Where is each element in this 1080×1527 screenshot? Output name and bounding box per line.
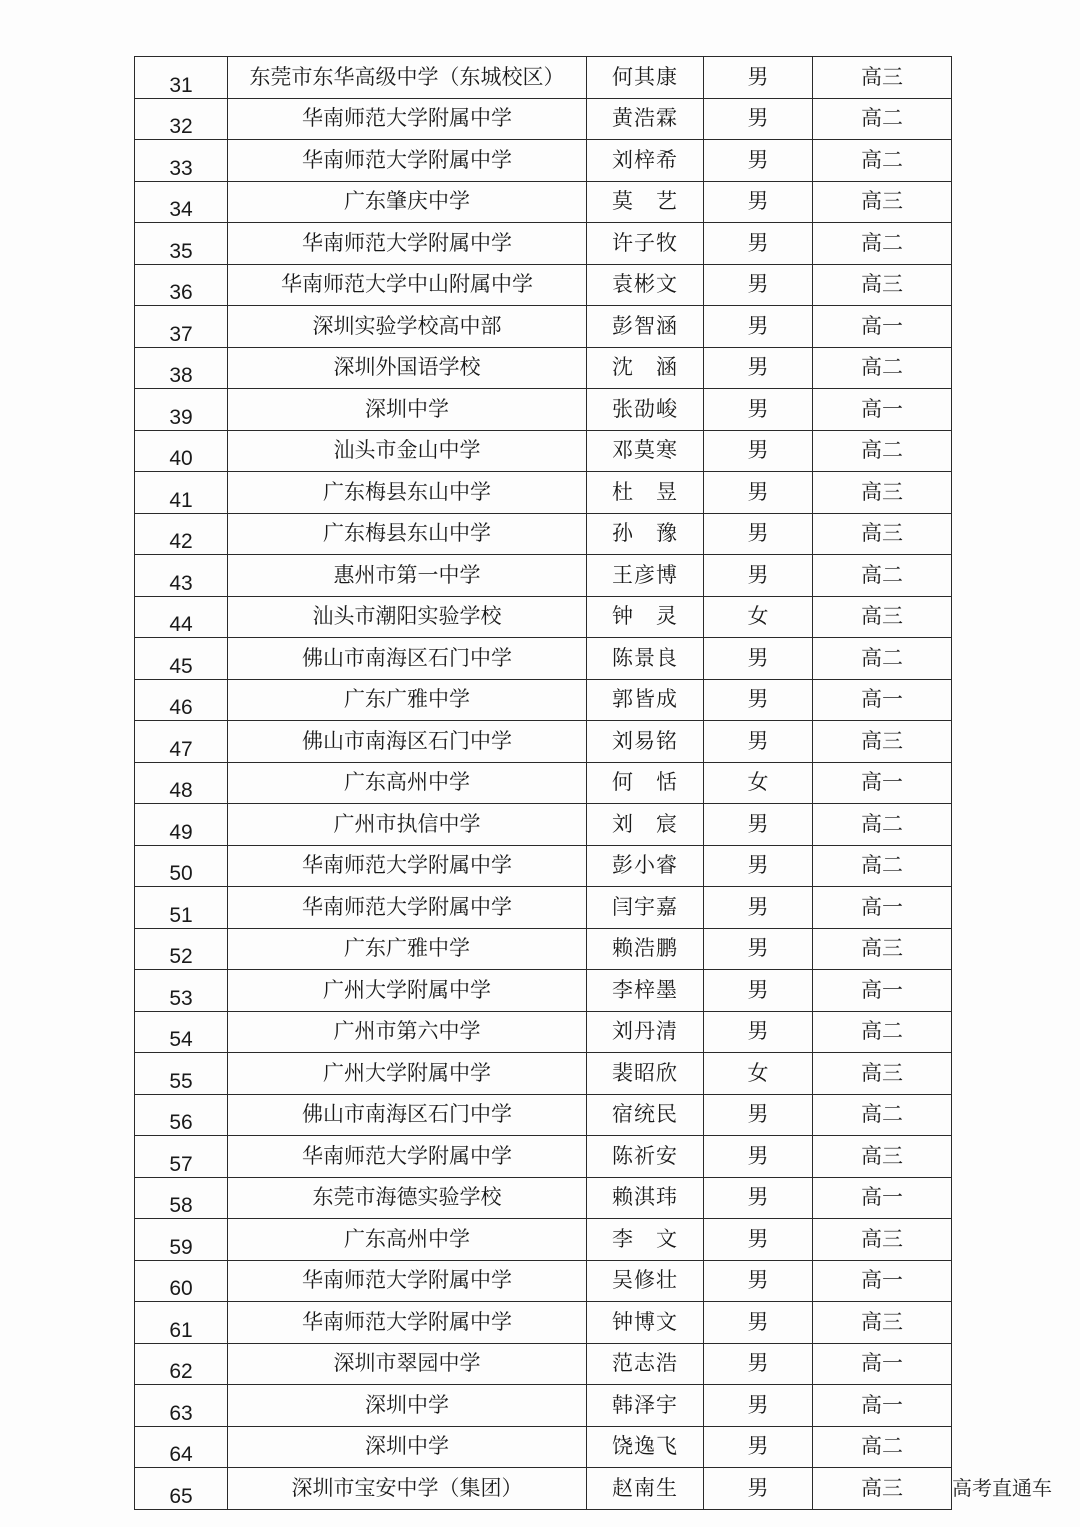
row-number-cell: 50 xyxy=(135,845,228,887)
student-gender-cell: 男 xyxy=(704,306,813,348)
student-name-cell: 闫宇嘉 xyxy=(587,887,704,929)
student-grade-cell: 高二 xyxy=(813,223,952,265)
school-name-cell: 深圳外国语学校 xyxy=(228,347,587,389)
table-row xyxy=(135,140,952,182)
student-gender-cell: 男 xyxy=(704,1468,813,1510)
student-gender-cell: 男 xyxy=(704,472,813,514)
school-name-cell: 深圳中学 xyxy=(228,1426,587,1468)
row-number-cell: 49 xyxy=(135,804,228,846)
student-name-cell: 王彦博 xyxy=(587,555,704,597)
student-gender-cell: 男 xyxy=(704,970,813,1012)
student-grade-cell: 高二 xyxy=(813,347,952,389)
student-grade-cell: 高一 xyxy=(813,389,952,431)
student-name-cell: 宿统民 xyxy=(587,1094,704,1136)
student-gender-cell: 男 xyxy=(704,1219,813,1261)
student-name-cell: 彭智涵 xyxy=(587,306,704,348)
table-row xyxy=(135,1426,952,1468)
row-number-cell: 32 xyxy=(135,98,228,140)
student-roster-table xyxy=(134,56,952,1510)
table-row xyxy=(135,1302,952,1344)
student-gender-cell: 男 xyxy=(704,804,813,846)
student-gender-cell: 男 xyxy=(704,513,813,555)
row-number-cell: 39 xyxy=(135,389,228,431)
student-name-cell: 赖浩鹏 xyxy=(587,928,704,970)
student-name-cell: 吴修壮 xyxy=(587,1260,704,1302)
student-grade-cell: 高三 xyxy=(813,928,952,970)
table-row xyxy=(135,1385,952,1427)
table-row xyxy=(135,970,952,1012)
student-name-cell: 张劭峻 xyxy=(587,389,704,431)
school-name-cell: 佛山市南海区石门中学 xyxy=(228,721,587,763)
school-name-cell: 惠州市第一中学 xyxy=(228,555,587,597)
school-name-cell: 广州市第六中学 xyxy=(228,1011,587,1053)
student-gender-cell: 男 xyxy=(704,1177,813,1219)
student-name-cell: 彭小睿 xyxy=(587,845,704,887)
school-name-cell: 广州市执信中学 xyxy=(228,804,587,846)
student-name-cell: 孙 豫 xyxy=(587,513,704,555)
row-number-cell: 63 xyxy=(135,1385,228,1427)
student-grade-cell: 高二 xyxy=(813,638,952,680)
student-gender-cell: 男 xyxy=(704,181,813,223)
school-name-cell: 华南师范大学附属中学 xyxy=(228,1302,587,1344)
student-grade-cell: 高二 xyxy=(813,1011,952,1053)
table-row xyxy=(135,57,952,99)
row-number-cell: 54 xyxy=(135,1011,228,1053)
school-name-cell: 广东广雅中学 xyxy=(228,679,587,721)
student-gender-cell: 男 xyxy=(704,1302,813,1344)
school-name-cell: 广州大学附属中学 xyxy=(228,970,587,1012)
student-name-cell: 袁彬文 xyxy=(587,264,704,306)
table-row xyxy=(135,928,952,970)
table-row xyxy=(135,555,952,597)
row-number-cell: 56 xyxy=(135,1094,228,1136)
table-row xyxy=(135,347,952,389)
table-row xyxy=(135,762,952,804)
school-name-cell: 深圳中学 xyxy=(228,1385,587,1427)
student-gender-cell: 男 xyxy=(704,1426,813,1468)
student-name-cell: 赵南生 xyxy=(587,1468,704,1510)
row-number-cell: 64 xyxy=(135,1426,228,1468)
student-name-cell: 李 文 xyxy=(587,1219,704,1261)
student-grade-cell: 高一 xyxy=(813,762,952,804)
student-name-cell: 钟 灵 xyxy=(587,596,704,638)
student-grade-cell: 高二 xyxy=(813,140,952,182)
table-row xyxy=(135,264,952,306)
school-name-cell: 华南师范大学附属中学 xyxy=(228,1260,587,1302)
student-gender-cell: 男 xyxy=(704,845,813,887)
student-gender-cell: 男 xyxy=(704,140,813,182)
student-name-cell: 李梓墨 xyxy=(587,970,704,1012)
table-row xyxy=(135,887,952,929)
table-row xyxy=(135,1343,952,1385)
student-gender-cell: 男 xyxy=(704,638,813,680)
school-name-cell: 广东梅县东山中学 xyxy=(228,513,587,555)
student-grade-cell: 高三 xyxy=(813,264,952,306)
student-gender-cell: 男 xyxy=(704,721,813,763)
student-name-cell: 陈祈安 xyxy=(587,1136,704,1178)
school-name-cell: 深圳中学 xyxy=(228,389,587,431)
student-grade-cell: 高三 xyxy=(813,1302,952,1344)
school-name-cell: 深圳市宝安中学（集团） xyxy=(228,1468,587,1510)
student-name-cell: 陈景良 xyxy=(587,638,704,680)
student-gender-cell: 男 xyxy=(704,887,813,929)
school-name-cell: 东莞市海德实验学校 xyxy=(228,1177,587,1219)
student-name-cell: 钟博文 xyxy=(587,1302,704,1344)
row-number-cell: 53 xyxy=(135,970,228,1012)
student-gender-cell: 男 xyxy=(704,98,813,140)
table-row xyxy=(135,1136,952,1178)
student-grade-cell: 高一 xyxy=(813,1343,952,1385)
student-gender-cell: 男 xyxy=(704,223,813,265)
student-gender-cell: 男 xyxy=(704,1260,813,1302)
row-number-cell: 41 xyxy=(135,472,228,514)
student-gender-cell: 男 xyxy=(704,1343,813,1385)
row-number-cell: 35 xyxy=(135,223,228,265)
student-grade-cell: 高三 xyxy=(813,1468,952,1510)
table-row xyxy=(135,306,952,348)
student-grade-cell: 高一 xyxy=(813,970,952,1012)
student-name-cell: 杜 昱 xyxy=(587,472,704,514)
row-number-cell: 58 xyxy=(135,1177,228,1219)
table-row xyxy=(135,1177,952,1219)
school-name-cell: 汕头市潮阳实验学校 xyxy=(228,596,587,638)
student-name-cell: 裴昭欣 xyxy=(587,1053,704,1095)
student-name-cell: 刘易铭 xyxy=(587,721,704,763)
table-row xyxy=(135,1468,952,1510)
row-number-cell: 37 xyxy=(135,306,228,348)
student-gender-cell: 男 xyxy=(704,264,813,306)
student-grade-cell: 高一 xyxy=(813,887,952,929)
student-gender-cell: 女 xyxy=(704,596,813,638)
student-grade-cell: 高二 xyxy=(813,845,952,887)
row-number-cell: 38 xyxy=(135,347,228,389)
student-grade-cell: 高二 xyxy=(813,804,952,846)
row-number-cell: 65 xyxy=(135,1468,228,1510)
table-row xyxy=(135,1094,952,1136)
table-row xyxy=(135,804,952,846)
school-name-cell: 广东高州中学 xyxy=(228,762,587,804)
student-name-cell: 沈 涵 xyxy=(587,347,704,389)
student-grade-cell: 高三 xyxy=(813,57,952,99)
student-name-cell: 刘梓希 xyxy=(587,140,704,182)
table-row xyxy=(135,1053,952,1095)
student-gender-cell: 男 xyxy=(704,389,813,431)
student-grade-cell: 高三 xyxy=(813,513,952,555)
student-gender-cell: 男 xyxy=(704,679,813,721)
row-number-cell: 34 xyxy=(135,181,228,223)
school-name-cell: 佛山市南海区石门中学 xyxy=(228,638,587,680)
student-grade-cell: 高三 xyxy=(813,1136,952,1178)
student-name-cell: 何 恬 xyxy=(587,762,704,804)
school-name-cell: 华南师范大学附属中学 xyxy=(228,845,587,887)
table-row xyxy=(135,513,952,555)
row-number-cell: 45 xyxy=(135,638,228,680)
row-number-cell: 60 xyxy=(135,1260,228,1302)
row-number-cell: 48 xyxy=(135,762,228,804)
row-number-cell: 42 xyxy=(135,513,228,555)
student-name-cell: 韩泽宇 xyxy=(587,1385,704,1427)
table-row xyxy=(135,223,952,265)
table-row xyxy=(135,1260,952,1302)
student-name-cell: 莫 艺 xyxy=(587,181,704,223)
table-row xyxy=(135,596,952,638)
student-gender-cell: 男 xyxy=(704,57,813,99)
student-grade-cell: 高二 xyxy=(813,555,952,597)
school-name-cell: 东莞市东华高级中学（东城校区） xyxy=(228,57,587,99)
student-name-cell: 刘丹清 xyxy=(587,1011,704,1053)
student-grade-cell: 高二 xyxy=(813,1426,952,1468)
student-gender-cell: 男 xyxy=(704,555,813,597)
row-number-cell: 62 xyxy=(135,1343,228,1385)
school-name-cell: 华南师范大学附属中学 xyxy=(228,98,587,140)
row-number-cell: 40 xyxy=(135,430,228,472)
student-gender-cell: 男 xyxy=(704,1011,813,1053)
school-name-cell: 佛山市南海区石门中学 xyxy=(228,1094,587,1136)
table-row xyxy=(135,1011,952,1053)
table-row xyxy=(135,721,952,763)
school-name-cell: 广东广雅中学 xyxy=(228,928,587,970)
school-name-cell: 广东高州中学 xyxy=(228,1219,587,1261)
school-name-cell: 华南师范大学附属中学 xyxy=(228,223,587,265)
row-number-cell: 44 xyxy=(135,596,228,638)
school-name-cell: 汕头市金山中学 xyxy=(228,430,587,472)
watermark-text: 高考直通车 xyxy=(952,1476,1052,1500)
student-gender-cell: 男 xyxy=(704,1385,813,1427)
row-number-cell: 33 xyxy=(135,140,228,182)
school-name-cell: 华南师范大学附属中学 xyxy=(228,887,587,929)
student-grade-cell: 高三 xyxy=(813,721,952,763)
row-number-cell: 61 xyxy=(135,1302,228,1344)
school-name-cell: 广东肇庆中学 xyxy=(228,181,587,223)
school-name-cell: 深圳市翠园中学 xyxy=(228,1343,587,1385)
student-grade-cell: 高三 xyxy=(813,596,952,638)
table-row xyxy=(135,98,952,140)
student-name-cell: 刘 宸 xyxy=(587,804,704,846)
school-name-cell: 广东梅县东山中学 xyxy=(228,472,587,514)
school-name-cell: 华南师范大学附属中学 xyxy=(228,140,587,182)
student-grade-cell: 高二 xyxy=(813,1094,952,1136)
student-name-cell: 黄浩霖 xyxy=(587,98,704,140)
table-row xyxy=(135,472,952,514)
student-grade-cell: 高一 xyxy=(813,1385,952,1427)
row-number-cell: 57 xyxy=(135,1136,228,1178)
student-name-cell: 邓莫寒 xyxy=(587,430,704,472)
table-row xyxy=(135,181,952,223)
row-number-cell: 31 xyxy=(135,57,228,99)
school-name-cell: 深圳实验学校高中部 xyxy=(228,306,587,348)
student-grade-cell: 高三 xyxy=(813,181,952,223)
student-gender-cell: 男 xyxy=(704,1136,813,1178)
school-name-cell: 华南师范大学附属中学 xyxy=(228,1136,587,1178)
student-gender-cell: 男 xyxy=(704,1094,813,1136)
student-grade-cell: 高三 xyxy=(813,1053,952,1095)
student-gender-cell: 男 xyxy=(704,928,813,970)
student-name-cell: 赖淇玮 xyxy=(587,1177,704,1219)
table-row xyxy=(135,1219,952,1261)
student-name-cell: 何其康 xyxy=(587,57,704,99)
student-grade-cell: 高一 xyxy=(813,306,952,348)
table-row xyxy=(135,389,952,431)
row-number-cell: 47 xyxy=(135,721,228,763)
school-name-cell: 华南师范大学中山附属中学 xyxy=(228,264,587,306)
row-number-cell: 55 xyxy=(135,1053,228,1095)
student-name-cell: 范志浩 xyxy=(587,1343,704,1385)
student-grade-cell: 高二 xyxy=(813,430,952,472)
student-name-cell: 许子牧 xyxy=(587,223,704,265)
student-gender-cell: 女 xyxy=(704,762,813,804)
table-row xyxy=(135,638,952,680)
table-row xyxy=(135,679,952,721)
student-grade-cell: 高一 xyxy=(813,679,952,721)
student-gender-cell: 男 xyxy=(704,430,813,472)
student-grade-cell: 高一 xyxy=(813,1177,952,1219)
student-grade-cell: 高三 xyxy=(813,472,952,514)
row-number-cell: 52 xyxy=(135,928,228,970)
row-number-cell: 51 xyxy=(135,887,228,929)
row-number-cell: 43 xyxy=(135,555,228,597)
roster-body xyxy=(135,57,952,1510)
row-number-cell: 36 xyxy=(135,264,228,306)
table-row xyxy=(135,430,952,472)
row-number-cell: 59 xyxy=(135,1219,228,1261)
student-grade-cell: 高一 xyxy=(813,1260,952,1302)
student-name-cell: 郭皆成 xyxy=(587,679,704,721)
student-name-cell: 饶逸飞 xyxy=(587,1426,704,1468)
student-gender-cell: 女 xyxy=(704,1053,813,1095)
table-row xyxy=(135,845,952,887)
student-grade-cell: 高二 xyxy=(813,98,952,140)
student-grade-cell: 高三 xyxy=(813,1219,952,1261)
school-name-cell: 广州大学附属中学 xyxy=(228,1053,587,1095)
row-number-cell: 46 xyxy=(135,679,228,721)
student-gender-cell: 男 xyxy=(704,347,813,389)
